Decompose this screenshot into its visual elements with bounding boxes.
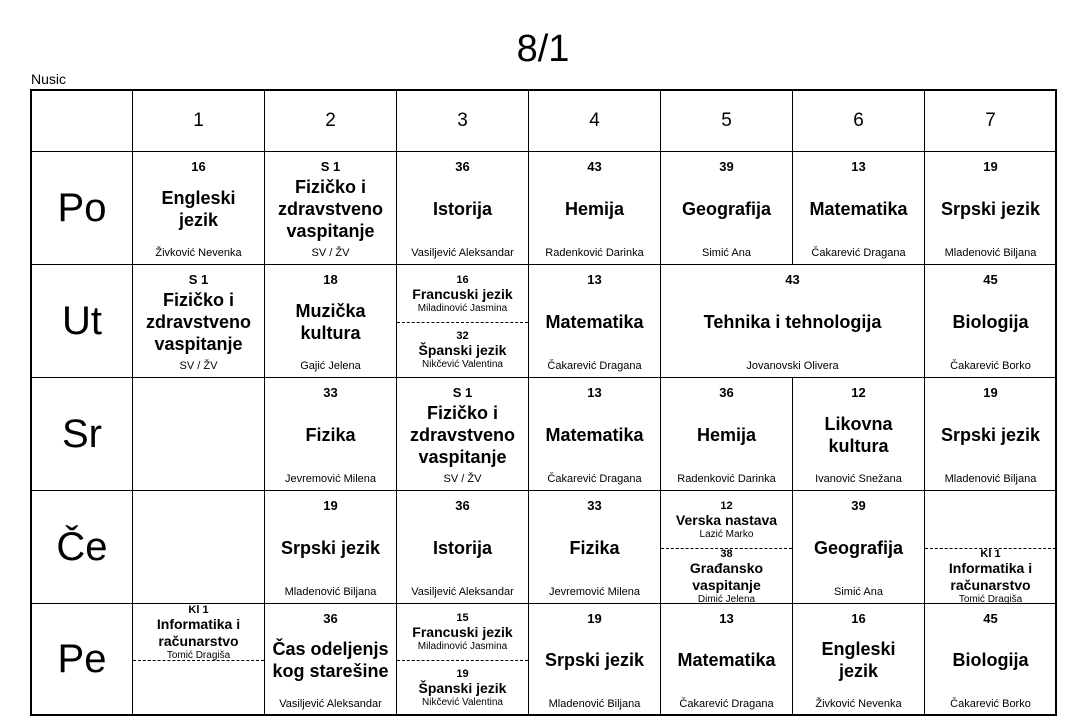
room-number: 36	[455, 498, 470, 513]
subject-name: Biologija	[952, 312, 1029, 332]
teacher-name: Mladenović Biljana	[548, 698, 641, 710]
subject-name: Hemija	[696, 425, 757, 445]
lesson-block	[133, 152, 264, 265]
subject-wrap	[925, 198, 1056, 220]
room-number: 43	[785, 272, 800, 287]
lesson-block	[265, 265, 396, 378]
teacher-name: Radenković Darinka	[545, 247, 644, 259]
subject-name: Geografija	[813, 538, 904, 558]
timetable-cell[interactable]	[397, 378, 529, 491]
timetable-cell[interactable]	[397, 604, 529, 716]
teacher-name: Jevremović Milena	[548, 586, 641, 598]
subject-wrap	[793, 638, 924, 682]
period-header: 6	[793, 91, 925, 152]
timetable-cell[interactable]	[793, 152, 925, 265]
timetable-cell[interactable]	[925, 604, 1057, 716]
subject-name: Verska nastava	[675, 511, 778, 528]
lesson-block	[265, 378, 396, 491]
subject-wrap	[265, 638, 396, 682]
period-header: 5	[661, 91, 793, 152]
lesson-block	[397, 604, 528, 660]
room-number: 36	[455, 159, 470, 174]
subject-wrap	[133, 187, 264, 231]
day-label: Ut	[32, 265, 133, 378]
timetable-cell[interactable]	[529, 604, 661, 716]
subject-name: Matematika	[677, 650, 776, 670]
timetable-cell[interactable]	[793, 604, 925, 716]
subject-wrap	[133, 289, 264, 355]
timetable-cell[interactable]	[661, 152, 793, 265]
teacher-name: Živković Nevenka	[815, 698, 902, 710]
room-number: 19	[983, 159, 998, 174]
lesson-block	[793, 378, 924, 491]
lesson-block	[397, 322, 528, 378]
teacher-name: Tomić Dragiša	[958, 593, 1023, 604]
subject-name: Tehnika i tehnologija	[703, 312, 882, 332]
room-number: 18	[323, 272, 338, 287]
room-number: 39	[851, 498, 866, 513]
subject-wrap	[661, 198, 792, 220]
room-number: 36	[323, 611, 338, 626]
period-header: 7	[925, 91, 1057, 152]
corner-cell	[32, 91, 133, 152]
subject-name: Srpski jezik	[940, 199, 1041, 219]
subject-wrap	[529, 311, 660, 333]
timetable-cell[interactable]	[529, 265, 661, 378]
subject-name: računarstvo	[950, 576, 1031, 593]
room-number: 19	[983, 385, 998, 400]
room-number: Kl 1	[188, 604, 209, 616]
day-label: Po	[32, 152, 133, 265]
room-number: S 1	[452, 385, 473, 400]
lesson-block	[397, 660, 528, 716]
subject-name: Geografija	[681, 199, 772, 219]
subject-wrap	[925, 424, 1056, 446]
teacher-name: SV / ŽV	[179, 360, 218, 372]
subject-wrap	[529, 198, 660, 220]
teacher-name: Čakarević Dragana	[547, 360, 642, 372]
room-number: 39	[719, 159, 734, 174]
subject-wrap	[793, 198, 924, 220]
teacher-name: Ivanović Snežana	[815, 473, 902, 485]
day-label: Če	[32, 491, 133, 604]
room-number: 16	[191, 159, 206, 174]
timetable-cell[interactable]	[397, 152, 529, 265]
timetable-cell[interactable]	[661, 604, 793, 716]
subject-name: Fizičko i	[426, 403, 498, 423]
lesson-block	[925, 548, 1056, 604]
subject-name: Informatika i	[948, 559, 1033, 576]
room-number: 45	[983, 272, 998, 287]
timetable-cell[interactable]	[265, 152, 397, 265]
subject-name: Istorija	[432, 538, 493, 558]
teacher-name: Čakarević Dragana	[811, 247, 906, 259]
timetable-cell[interactable]	[397, 491, 529, 604]
teacher-name: SV / ŽV	[311, 247, 350, 259]
teacher-name: Nikčević Valentina	[422, 697, 503, 708]
timetable-cell[interactable]	[661, 378, 793, 491]
teacher-name: Lazić Marko	[699, 528, 754, 540]
timetable-cell[interactable]	[397, 265, 529, 378]
room-number: 13	[719, 611, 734, 626]
subject-name: Čas odeljenjs	[272, 639, 389, 659]
teacher-name: Miladinović Jasmina	[417, 302, 508, 314]
subject-wrap	[925, 649, 1056, 671]
subject-name: Matematika	[809, 199, 908, 219]
room-number: 15	[456, 612, 469, 624]
timetable-cell[interactable]	[529, 378, 661, 491]
subject-name: jezik	[838, 661, 879, 681]
timetable-cell[interactable]	[265, 604, 397, 716]
teacher-name: Radenković Darinka	[677, 473, 776, 485]
subject-name: Španski jezik	[418, 342, 507, 358]
room-number: 19	[587, 611, 602, 626]
timetable-cell[interactable]	[925, 152, 1057, 265]
subject-name: Francuski jezik	[412, 285, 513, 302]
period-header: 3	[397, 91, 529, 152]
subject-wrap	[661, 424, 792, 446]
teacher-name: Miladinović Jasmina	[417, 641, 508, 652]
room-number: 33	[323, 385, 338, 400]
timetable-cell[interactable]	[265, 491, 397, 604]
room-number: 13	[587, 272, 602, 287]
lesson-block	[793, 152, 924, 265]
subject-wrap	[397, 198, 528, 220]
subject-name: Srpski jezik	[940, 425, 1041, 445]
subject-wrap	[793, 413, 924, 457]
subject-wrap	[265, 424, 396, 446]
subject-name: kultura	[828, 436, 889, 456]
room-number: 36	[719, 385, 734, 400]
subject-wrap	[661, 311, 924, 333]
timetable-cell[interactable]	[133, 152, 265, 265]
author-label: Nusic	[31, 71, 67, 87]
lesson-block	[529, 491, 660, 604]
subject-name: Fizika	[305, 425, 356, 445]
timetable-cell[interactable]	[265, 265, 397, 378]
lesson-block	[529, 604, 660, 716]
subject-name: vaspitanje	[692, 576, 761, 593]
subject-name: zdravstveno	[145, 312, 252, 332]
lesson-block	[397, 378, 528, 491]
lesson-block	[793, 491, 924, 604]
timetable-cell[interactable]	[529, 152, 661, 265]
lesson-block	[397, 152, 528, 265]
lesson-block	[661, 265, 924, 378]
room-number: S 1	[320, 159, 341, 174]
teacher-name: Čakarević Dragana	[547, 473, 642, 485]
room-number: 32	[456, 330, 469, 342]
lesson-block	[661, 152, 792, 265]
timetable-cell[interactable]	[133, 604, 265, 716]
room-number: 13	[587, 385, 602, 400]
lesson-block	[925, 378, 1056, 491]
room-number: 16	[851, 611, 866, 626]
subject-name: zdravstveno	[277, 199, 384, 219]
teacher-name: Dimić Jelena	[697, 593, 756, 604]
teacher-name: SV / ŽV	[443, 473, 482, 485]
subject-name: računarstvo	[158, 632, 239, 649]
timetable-cell[interactable]	[661, 491, 793, 604]
subject-name: jezik	[178, 210, 219, 230]
subject-name: Fizika	[569, 538, 620, 558]
lesson-block	[529, 152, 660, 265]
teacher-name: Gajić Jelena	[300, 360, 361, 372]
subject-wrap	[265, 300, 396, 344]
lesson-block	[397, 265, 528, 322]
teacher-name: Čakarević Borko	[950, 360, 1031, 372]
subject-name: vaspitanje	[154, 334, 243, 354]
subject-name: vaspitanje	[418, 447, 507, 467]
period-header: 2	[265, 91, 397, 152]
teacher-name: Vasiljević Aleksandar	[411, 586, 514, 598]
room-number: S 1	[188, 272, 209, 287]
teacher-name: Vasiljević Aleksandar	[279, 698, 382, 710]
subject-wrap	[397, 537, 528, 559]
lesson-block	[133, 265, 264, 378]
room-number: 12	[720, 499, 733, 512]
teacher-name: Tomić Dragiša	[166, 649, 231, 661]
room-number: 38	[720, 547, 733, 560]
page-title: 8/1	[516, 28, 570, 70]
teacher-name: Jevremović Milena	[284, 473, 377, 485]
subject-name: Francuski jezik	[412, 624, 513, 640]
subject-name: Matematika	[545, 425, 644, 445]
subject-name: Matematika	[545, 312, 644, 332]
subject-name: Građansko	[689, 559, 764, 576]
room-number: 16	[456, 273, 469, 286]
subject-name: Engleski	[161, 188, 236, 208]
subject-name: Biologija	[952, 650, 1029, 670]
timetable-cell[interactable]	[265, 378, 397, 491]
period-header: 4	[529, 91, 661, 152]
subject-wrap	[265, 537, 396, 559]
subject-name: Španski jezik	[418, 680, 507, 696]
subject-wrap	[925, 311, 1056, 333]
lesson-block	[661, 548, 792, 604]
room-number: 19	[323, 498, 338, 513]
teacher-name: Živković Nevenka	[155, 247, 242, 259]
timetable-cell[interactable]	[133, 378, 265, 491]
timetable-cell[interactable]	[925, 378, 1057, 491]
subject-name: Srpski jezik	[280, 538, 381, 558]
lesson-block	[397, 491, 528, 604]
subject-wrap	[529, 424, 660, 446]
lesson-block	[661, 491, 792, 548]
room-number: Kl 1	[980, 547, 1001, 560]
subject-name: vaspitanje	[286, 221, 375, 241]
subject-wrap	[397, 402, 528, 468]
teacher-name: Mladenović Biljana	[944, 473, 1037, 485]
period-header: 1	[133, 91, 265, 152]
subject-wrap	[529, 537, 660, 559]
teacher-name: Mladenović Biljana	[944, 247, 1037, 259]
subject-name: Fizičko i	[294, 177, 366, 197]
timetable-cell[interactable]	[793, 378, 925, 491]
lesson-block	[133, 604, 264, 660]
room-number: 43	[587, 159, 602, 174]
subject-name: Likovna	[824, 414, 893, 434]
timetable-cell[interactable]	[925, 265, 1057, 378]
room-number: 45	[983, 611, 998, 626]
timetable-cell[interactable]	[793, 491, 925, 604]
subject-wrap	[529, 649, 660, 671]
subject-name: Hemija	[564, 199, 625, 219]
lesson-block	[925, 152, 1056, 265]
lesson-block	[265, 152, 396, 265]
lesson-block	[529, 265, 660, 378]
day-label: Pe	[32, 604, 133, 716]
subject-name: Srpski jezik	[544, 650, 645, 670]
subject-name: Fizičko i	[162, 290, 234, 310]
lesson-block	[265, 491, 396, 604]
subject-name: Engleski	[821, 639, 896, 659]
timetable-cell[interactable]	[133, 265, 265, 378]
teacher-name: Čakarević Dragana	[679, 698, 774, 710]
teacher-name: Mladenović Biljana	[284, 586, 377, 598]
subject-wrap	[793, 537, 924, 559]
room-number: 12	[851, 385, 866, 400]
teacher-name: Čakarević Borko	[950, 698, 1031, 710]
timetable-cell[interactable]	[661, 265, 925, 378]
lesson-block	[793, 604, 924, 716]
room-number: 13	[851, 159, 866, 174]
timetable-cell[interactable]	[529, 491, 661, 604]
lesson-block	[661, 604, 792, 716]
subject-name: kog starešine	[272, 661, 389, 681]
lesson-block	[265, 604, 396, 716]
subject-name: kultura	[300, 323, 361, 343]
lesson-block	[925, 604, 1056, 716]
timetable-cell[interactable]	[133, 491, 265, 604]
subject-name: Informatika i	[156, 615, 241, 632]
subject-name: Istorija	[432, 199, 493, 219]
teacher-name: Jovanovski Olivera	[746, 360, 839, 372]
room-number: 19	[456, 668, 469, 680]
subject-name: Muzička	[295, 301, 366, 321]
teacher-name: Simić Ana	[702, 247, 751, 259]
timetable-cell[interactable]	[925, 491, 1057, 604]
lesson-block	[529, 378, 660, 491]
lesson-block	[925, 265, 1056, 378]
day-label: Sr	[32, 378, 133, 491]
room-number: 33	[587, 498, 602, 513]
subject-wrap	[661, 649, 792, 671]
teacher-name: Nikčević Valentina	[422, 359, 503, 370]
subject-wrap	[265, 176, 396, 242]
teacher-name: Simić Ana	[834, 586, 883, 598]
subject-name: zdravstveno	[409, 425, 516, 445]
teacher-name: Vasiljević Aleksandar	[411, 247, 514, 259]
timetable-grid	[30, 89, 1057, 716]
lesson-block	[661, 378, 792, 491]
